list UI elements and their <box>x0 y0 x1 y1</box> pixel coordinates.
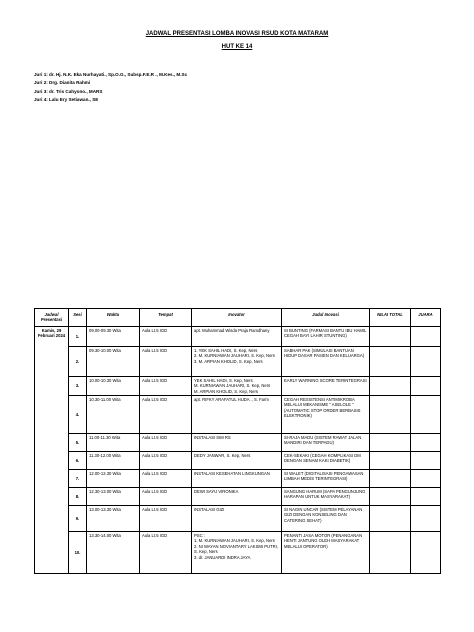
session-time: 12.00-12.30 Wita <box>87 470 140 488</box>
innovation-title: SI NAGIN UNCAR (SISTEM PELAYANAN GIZI DENGAN KONSELING DAN CATERING SEHAT) <box>282 506 370 532</box>
jury-3: Juri 3: dr. Tris Cahyono., MARS <box>34 88 103 94</box>
session-venue: Aula Lt.5 IGD <box>140 376 192 395</box>
session-time: 09.00-09.30 Wita <box>87 326 140 346</box>
innovator-cell <box>192 488 282 506</box>
winner-cell <box>411 434 441 452</box>
winner-cell <box>411 346 441 376</box>
session-number: 2. <box>69 346 87 376</box>
session-time: 10.00-10.30 Wita <box>87 376 140 395</box>
innovation-title: SI-RAJA MADU (SISTEM RAWAT JALAN MANDIRI DAN TERPADU) <box>282 434 370 452</box>
header-inovator: Inovator <box>192 309 282 327</box>
document-title: JADWAL PRESENTASI LOMBA INOVASI RSUD KOTA MATARAM <box>145 31 329 37</box>
session-number: 9. <box>69 506 87 532</box>
jury-list <box>34 71 187 104</box>
session-time: 12.30-13.00 Wita <box>87 488 140 506</box>
session-time: 10.30-11.00 Wita <box>87 396 140 434</box>
table-row <box>35 396 441 434</box>
session-time: 11.30-12.00 Wita <box>87 452 140 470</box>
innovator-name: M. ARPIAN KHOLID, S. Kep, Ners <box>194 388 258 394</box>
innovation-title: SABHAR PAK (SIMULASI BANTUAN HIDUP DASAR PASIEN DAN KELUARGA) <box>282 346 370 376</box>
session-time: 09.30-10.00 Wita <box>87 346 140 376</box>
innovator-name: 1. M. KURNIAWAN JAUHARI, S. Kep, Ners <box>194 538 275 544</box>
table-row <box>35 532 441 574</box>
winner-cell <box>411 396 441 434</box>
innovator-cell <box>192 326 282 346</box>
innovator-name: M. KURNIAWAN JAUHARI, S. Kep, Ners <box>194 383 271 389</box>
innovator-cell <box>192 506 282 532</box>
innovation-title: SI WALET (DIGITALISASI PENGAWASAN LIMBAH MEDIS TERINTEGRASI) <box>282 470 370 488</box>
schedule-table <box>34 308 441 574</box>
session-number: 4. <box>69 396 87 434</box>
score-cell <box>370 376 411 395</box>
innovator-cell <box>192 346 282 376</box>
innovator-name: 3. M. ARPIAN KHOLID, S. Kep, Ners <box>194 358 263 364</box>
presentation-date: Kamis, 29 Februari 2024 <box>35 326 69 573</box>
header-waktu: Waktu <box>87 309 140 327</box>
session-venue: Aula Lt.5 IGD <box>140 470 192 488</box>
table-row <box>35 470 441 488</box>
innovation-title: CEGAH RESISTENSI ANTIMIKROBA MELALUI MEKANISME " ASELOLE " (AUTOMATIC STOP ORDER BERBASIS ELEKTRONIK) <box>282 396 370 434</box>
session-time: 13.00-13.30 Wita <box>87 506 140 532</box>
session-venue: Aula Lt.5 IGD <box>140 452 192 470</box>
innovator-name: 1. YEK SAHIL HADI, S. Kep, Ners <box>194 347 258 353</box>
session-number: 3. <box>69 376 87 395</box>
session-number: 7. <box>69 470 87 488</box>
jury-1: Juri 1: dr. Hj. N.K. Eka Nurhayati., Sp.O.G., Subsp.F.E.R ., M.Kes., M.Sc <box>34 72 188 77</box>
score-cell <box>370 488 411 506</box>
innovator-cell <box>192 452 282 470</box>
innovator-name: apt. RIFKY ARAFATUL HUDA ., S. Farm <box>194 397 269 403</box>
session-number: 8. <box>69 488 87 506</box>
innovator-name: INSTALASI SIM RS <box>194 435 231 441</box>
header-tempat: Tempat <box>140 309 192 327</box>
session-number: 6. <box>69 452 87 470</box>
score-cell <box>370 470 411 488</box>
document-subtitle: HUT KE 14 <box>221 44 253 50</box>
innovation-title: SANGUNG HARUM (SAPA PENGUNJUNG HARAPAN UNTUK MASYARAKAT) <box>282 488 370 506</box>
table-row <box>35 506 441 532</box>
winner-cell <box>411 326 441 346</box>
table-header-row <box>35 309 441 327</box>
innovator-cell <box>192 532 282 574</box>
header-sesi: Sesi <box>69 309 87 327</box>
innovator-cell <box>192 396 282 434</box>
table-row <box>35 326 441 346</box>
jury-4: Juri 4: Lalu Ery Setiawan., SE <box>34 96 99 102</box>
innovator-name: PSC : <box>194 533 205 539</box>
innovator-name: 2. NI WAYAN NOVIANTARY LAKSMI PUTRI, S. Kep, Ners <box>194 543 278 555</box>
innovator-name: 3. dr. JANUARDI INDRA JAYA <box>194 554 251 560</box>
innovation-title: SI BUNTING (FARMASI BANTU IBU HAMIL CEGAH BAYI LAHIR STUNTING) <box>282 326 370 346</box>
innovator-name: apt. Muhammad Wisda Praja Ramdhany <box>194 327 270 333</box>
header-juara: JUARA <box>411 309 441 327</box>
score-cell <box>370 506 411 532</box>
score-cell <box>370 452 411 470</box>
jury-2: Juri 2: Drg. Dianita Rahmi <box>34 80 91 86</box>
winner-cell <box>411 470 441 488</box>
innovation-title: PENANTI JASA MOTOR (PENANGANAN HENTI JANTUNG OLEH MASYARAKAT MELALUI OPERATOR) <box>282 532 370 574</box>
header-judul: Judul Inovasi <box>282 309 370 327</box>
session-time: 11.00-11.30 Wita <box>87 434 140 452</box>
winner-cell <box>411 376 441 395</box>
score-cell <box>370 326 411 346</box>
innovator-name: DEDY JANWAR, S. Kep, Ners <box>194 453 251 459</box>
winner-cell <box>411 452 441 470</box>
session-venue: Aula Lt.5 IGD <box>140 326 192 346</box>
session-venue: Aula Lt.5 IGD <box>140 532 192 574</box>
innovator-cell <box>192 470 282 488</box>
winner-cell <box>411 488 441 506</box>
session-venue: Aula Lt.5 IGD <box>140 488 192 506</box>
session-number: 5. <box>69 434 87 452</box>
session-venue: Aula Lt.5 IGD <box>140 346 192 376</box>
innovator-name: INSTALASI KESEHATAN LINGKUNGAN <box>194 471 270 477</box>
innovator-cell <box>192 376 282 395</box>
session-venue: Aula Lt.5 IGD <box>140 396 192 434</box>
header-nilai: NILAI TOTAL <box>370 309 411 327</box>
table-body <box>35 326 441 573</box>
table-row <box>35 346 441 376</box>
session-venue: Aula Lt.5 IGD <box>140 506 192 532</box>
session-number: 1. <box>69 326 87 346</box>
table-row <box>35 434 441 452</box>
header-jadwal: Jadwal Presentasi <box>35 309 69 327</box>
innovator-name: YEK SAHIL HADI, S. Kep, Ners <box>194 377 253 383</box>
innovator-name: DEWI SAYU VIRONIKA <box>194 489 239 495</box>
innovation-title: CEK-SEKAKI (CEGAH KOMPLIKASI DM DENGAN SENAM KAKI DIABETIK) <box>282 452 370 470</box>
score-cell <box>370 434 411 452</box>
winner-cell <box>411 506 441 532</box>
innovator-name: INSTALASI GIZI <box>194 507 225 513</box>
winner-cell <box>411 532 441 574</box>
innovator-name: 2. M. KURNIAWAN JAUHARI, S. Kep, Ners <box>194 353 275 359</box>
score-cell <box>370 396 411 434</box>
session-time: 13.30-14.00 Wita <box>87 532 140 574</box>
score-cell <box>370 346 411 376</box>
innovator-cell <box>192 434 282 452</box>
table-row <box>35 488 441 506</box>
table-row <box>35 452 441 470</box>
table-row <box>35 376 441 395</box>
score-cell <box>370 532 411 574</box>
session-number: 10. <box>69 532 87 574</box>
innovation-title: EARLY WARNING SCORE TERINTEGRASI <box>282 376 370 395</box>
session-venue: Aula Lt.5 IGD <box>140 434 192 452</box>
